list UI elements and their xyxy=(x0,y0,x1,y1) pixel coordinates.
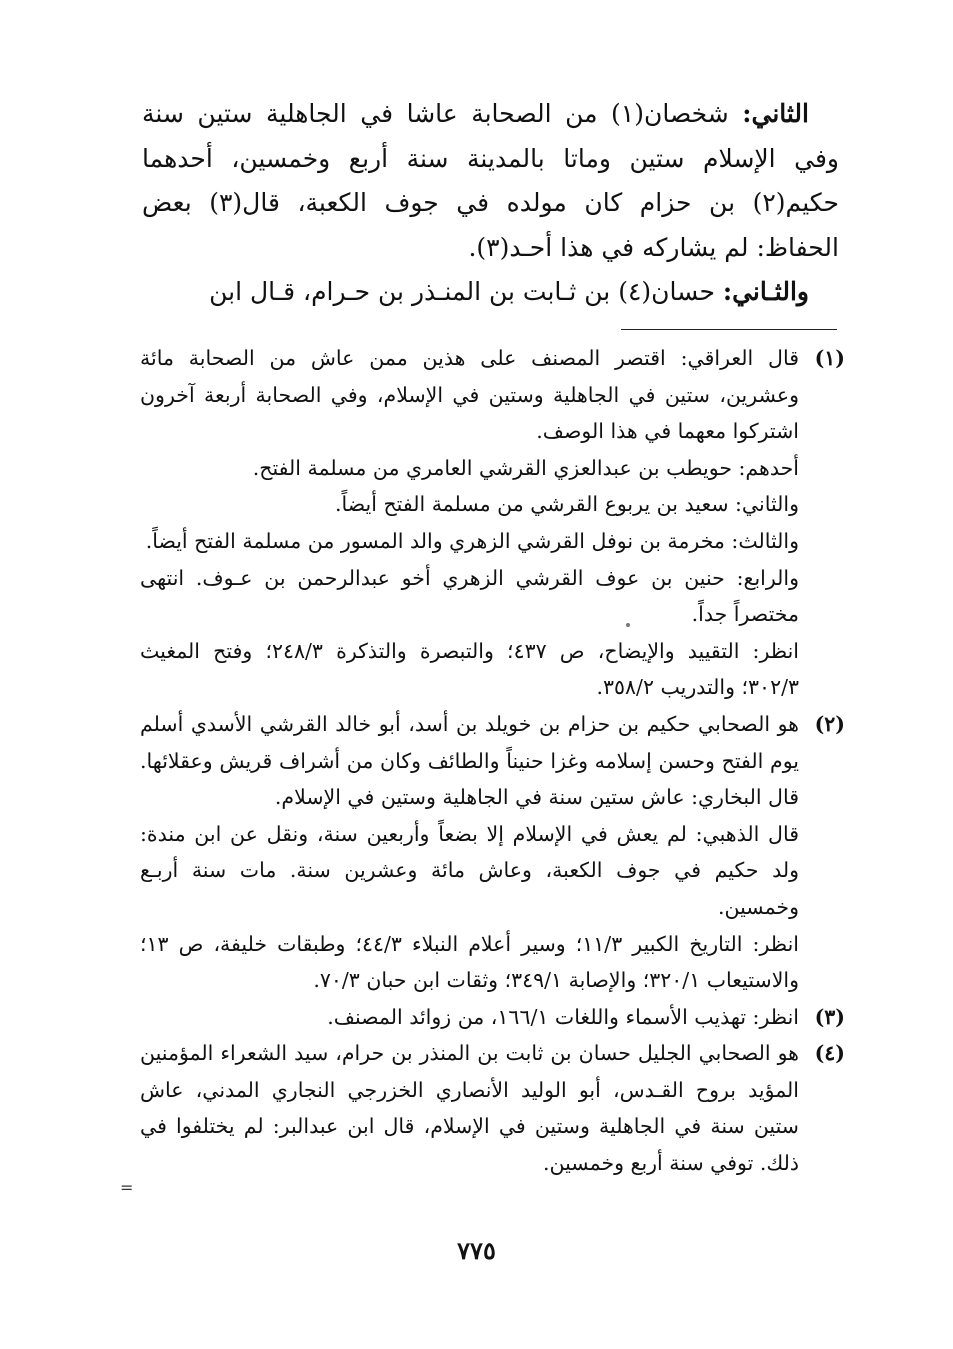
footnote-line: والثالث: مخرمة بن نوفل القرشي الزهري والد المسور من مسلمة الفتح أيضاً. xyxy=(145,528,799,553)
footnote-line: والرابع: حنين بن عوف القرشي الزهري أخو عبدالرحمن بن عـوف. انتهى مختصراً جداً. xyxy=(140,565,799,627)
footnote-mark: (١) xyxy=(814,346,845,370)
footnote-4 xyxy=(140,1035,845,1181)
main-text xyxy=(142,92,839,315)
page-number: ٧٧٥ xyxy=(457,1236,496,1265)
footnote-line: انظر: التقييد والإيضاح، ص ٤٣٧؛ والتبصرة والتذكرة ٢٤٨/٣؛ وفتح المغيث ٣٠٢/٣؛ والتدريب ٣٥٨/٢. xyxy=(140,638,799,700)
footnote-line: هو الصحابي حكيم بن حزام بن خويلد بن أسد، أبو خالد القرشي الأسدي أسلم يوم الفتح وحسن إسلامه وغزا حنيناً والطائف وكان من أشراف قريش وعقلائها. قال البخاري: عاش ستين سنة في الجاهلية وستين في الإسلام. xyxy=(140,711,799,810)
footnote-2 xyxy=(140,706,845,999)
footnote-line: قال العراقي: اقتصر المصنف على هذين ممن عاش من الصحابة مائة وعشرين، ستين في الجاهلية وستين في الإسلام، وفي الصحابة أربعة آخرون اشتركوا معهما في هذا الوصف. xyxy=(140,346,799,444)
side-mark: = xyxy=(120,1178,134,1197)
footnote-separator xyxy=(621,329,837,330)
footnote-mark: (٢) xyxy=(814,711,845,736)
footnote-1 xyxy=(140,340,845,706)
stray-dot xyxy=(626,623,630,627)
footnote-mark: (٤) xyxy=(814,1041,845,1066)
footnote-line: أحدهم: حويطب بن عبدالعزي القرشي العامري من مسلمة الفتح. xyxy=(252,455,799,480)
footnote-line: انظر: التاريخ الكبير ١١/٣؛ وسير أعلام النبلاء ٤٤/٣؛ وطبقات خليفة، ص ١٣؛ والاستيعاب ٣٢٠/١؛ والإصابة ٣٤٩/١؛ وثقات ابن حبان ٧٠/٣. xyxy=(140,931,799,993)
main-paragraph-2: والثـاني: حسان(٤) بن ثـابت بن المنـذر بن حـرام، قـال ابن xyxy=(209,277,809,306)
footnote-line: انظر: تهذيب الأسماء واللغات ١٦٦/١، من زوائد المصنف. xyxy=(327,1004,799,1029)
footnote-line: قال الذهبي: لم يعش في الإسلام إلا بضعاً وأربعين سنة، ونقل عن ابن مندة: ولد حكيم في جوف الكعبة، وعاش مائة وعشرين سنة. مات سنة أربـع وخمسين. xyxy=(140,821,799,919)
main-paragraph-1: الثاني: شخصان(١) من الصحابة عاشا في الجاهلية ستين سنة وفي الإسلام ستين وماتا بالمدينة سنة أربع وخمسين، أحدهما حكيم(٢) بن حزام كان مولده في جوف الكعبة، قال(٣) بعض الحفاظ: لم يشاركه في هذا أحـد(٣). xyxy=(142,99,839,262)
footnote-mark: (٣) xyxy=(814,1004,845,1029)
footnote-line: هو الصحابي الجليل حسان بن ثابت بن المنذر بن حرام، سيد الشعراء المؤمنين المؤيد بروح القـدس، أبو الوليد الأنصاري الخزرجي النجاري المدني، عاش ستين سنة في الجاهلية وستين في الإسلام، قال ابن عبدالبر: لم يختلفوا في ذلك. توفي سنة أربع وخمسين. xyxy=(140,1041,799,1176)
footnotes xyxy=(140,340,845,1182)
footnote-3 xyxy=(140,999,845,1036)
footnote-line: والثاني: سعيد بن يربوع القرشي من مسلمة الفتح أيضاً. xyxy=(334,492,799,517)
heading-word: الثاني: xyxy=(742,99,809,128)
heading-word: والثـاني: xyxy=(722,277,809,306)
